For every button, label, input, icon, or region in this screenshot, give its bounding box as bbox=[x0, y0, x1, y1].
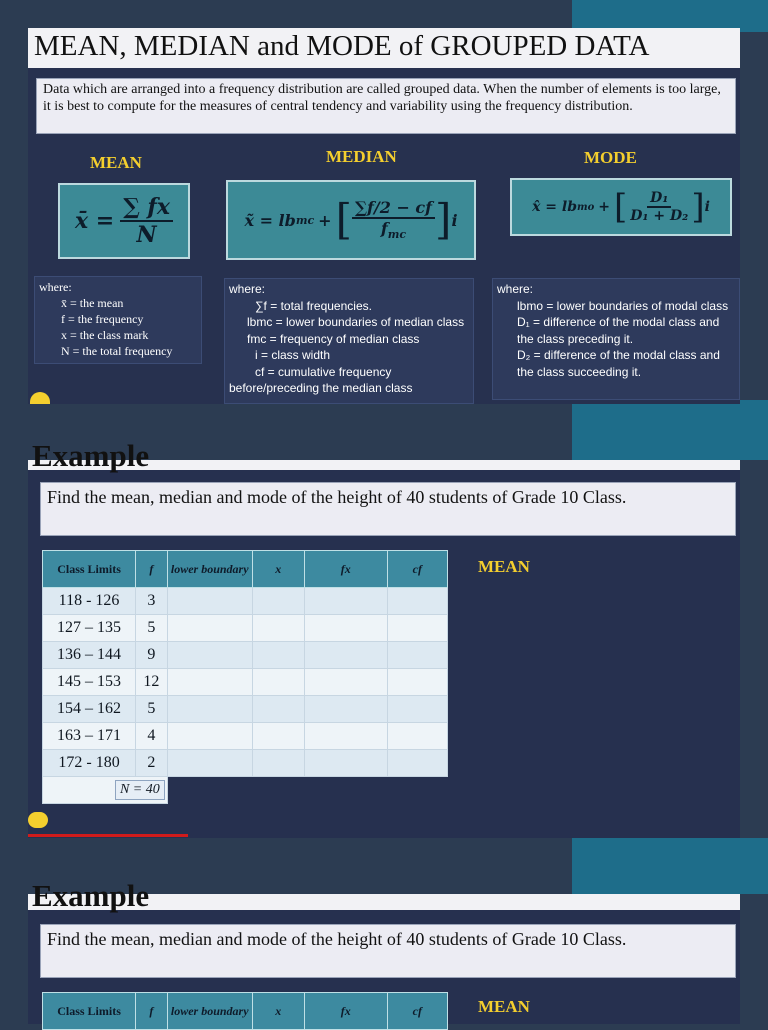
class-limit-cell: 145 – 153 bbox=[43, 669, 136, 696]
mode-formula-lhs: x̂ = lb bbox=[532, 199, 578, 215]
table-row bbox=[43, 750, 448, 777]
class-limit-cell: 172 - 180 bbox=[43, 750, 136, 777]
legend-line: ∑f = total frequencies. bbox=[255, 298, 372, 313]
class-limit-cell: 118 - 126 bbox=[43, 588, 136, 615]
frequency-cell: 12 bbox=[136, 669, 168, 696]
slide-2-title: Example bbox=[32, 438, 150, 473]
slide-3-title-bar bbox=[28, 878, 740, 913]
mode-fraction bbox=[627, 190, 691, 224]
col-header-lower-boundary: lower boundary bbox=[167, 993, 252, 1030]
total-frequency-cell bbox=[43, 777, 168, 804]
legend-line: lbmc = lower boundaries of median class bbox=[247, 315, 465, 329]
legend-line: where: bbox=[497, 282, 534, 296]
col-header-fx: fx bbox=[304, 551, 387, 588]
median-lhs-sub: mc bbox=[295, 213, 315, 227]
slide-2-problem-text: Find the mean, median and mode of the height of 40 students of Grade 10 Class. bbox=[40, 482, 736, 536]
mean-fraction bbox=[120, 194, 173, 248]
table-total-row bbox=[43, 777, 448, 804]
legend-line: where: bbox=[229, 282, 266, 296]
frequency-cell: 9 bbox=[136, 642, 168, 669]
legend-line: where: bbox=[39, 280, 72, 294]
slide-2-frequency-table bbox=[42, 550, 448, 804]
table-row bbox=[43, 669, 448, 696]
legend-line: x = the class mark bbox=[61, 328, 149, 342]
legend-line: N = the total frequency bbox=[61, 344, 173, 358]
median-formula-i: i bbox=[451, 210, 458, 230]
mode-formula: x̂ = lb mo + [ $\frac{\text{D₁}}{\text{D₁ + D₂}}$ ] i bbox=[510, 178, 732, 236]
col-header-x: x bbox=[252, 551, 304, 588]
table-header-row bbox=[43, 551, 448, 588]
legend-line: fmc = frequency of median class bbox=[247, 331, 420, 346]
legend-line: before/preceding the median class bbox=[229, 381, 413, 395]
col-header-cf: cf bbox=[387, 551, 447, 588]
table-row bbox=[43, 642, 448, 669]
mean-formula-lhs: x̄ = bbox=[74, 208, 115, 234]
mean-where-legend bbox=[34, 276, 202, 364]
median-heading: MEDIAN bbox=[326, 147, 397, 166]
legend-line: i = class width bbox=[255, 348, 331, 362]
mode-where-legend bbox=[492, 278, 740, 400]
mean-numerator: ∑ fx bbox=[120, 194, 173, 222]
frequency-cell: 3 bbox=[136, 588, 168, 615]
slide-2 bbox=[28, 438, 740, 838]
median-fraction bbox=[352, 198, 435, 241]
median-formula: x̃ = lb mc + [ $\frac{\sum f/2 - cf}{f_{mc}}$ ] i bbox=[226, 180, 476, 260]
slide-3-title: Example bbox=[32, 878, 150, 913]
frequency-cell: 5 bbox=[136, 615, 168, 642]
mean-denominator: N bbox=[136, 222, 157, 248]
slide-2-mean-label: MEAN bbox=[478, 557, 530, 576]
class-limit-cell: 136 – 144 bbox=[43, 642, 136, 669]
legend-line: lbmo = lower boundaries of modal class bbox=[517, 298, 729, 313]
legend-line: D₂ = difference of the modal class and the class succeeding it. bbox=[517, 348, 720, 379]
legend-line: cf = cumulative frequency bbox=[255, 364, 392, 379]
mode-numerator: D₁ bbox=[647, 190, 671, 208]
median-numerator: ∑f/2 − cf bbox=[352, 198, 435, 219]
class-limit-cell: 154 – 162 bbox=[43, 696, 136, 723]
mode-formula-i: i bbox=[704, 199, 710, 215]
col-header-f: f bbox=[136, 551, 168, 588]
total-frequency: N = 40 bbox=[115, 780, 165, 800]
page-title: MEAN, MEDIAN and MODE of GROUPED DATA bbox=[34, 30, 650, 62]
slide-3-problem-text: Find the mean, median and mode of the height of 40 students of Grade 10 Class. bbox=[40, 924, 736, 978]
table-header-row bbox=[43, 993, 448, 1030]
slide-2-bullet-icon bbox=[28, 812, 48, 828]
slide-2-footer-line bbox=[28, 834, 188, 837]
col-header-f: f bbox=[136, 993, 168, 1030]
legend-line: x̄ = the mean bbox=[61, 296, 124, 310]
table-row bbox=[43, 723, 448, 750]
legend-line: D₁ = difference of the modal class and the class preceding it. bbox=[517, 315, 720, 346]
frequency-cell: 4 bbox=[136, 723, 168, 750]
mode-lhs-sub: mo bbox=[577, 201, 595, 213]
col-header-cf: cf bbox=[387, 993, 447, 1030]
slide-3 bbox=[28, 878, 740, 1024]
col-header-x: x bbox=[252, 993, 304, 1030]
mean-heading: MEAN bbox=[90, 153, 142, 172]
col-header-class-limits: Class Limits bbox=[43, 993, 136, 1030]
slide-3-mean-label: MEAN bbox=[478, 997, 530, 1016]
col-header-fx: fx bbox=[304, 993, 387, 1030]
slide-1 bbox=[28, 28, 740, 404]
frequency-cell: 2 bbox=[136, 750, 168, 777]
median-formula-lhs: x̃ = lb bbox=[244, 210, 296, 230]
slide-3-frequency-table bbox=[42, 992, 448, 1030]
slide-2-title-bar bbox=[28, 438, 740, 473]
frequency-cell: 5 bbox=[136, 696, 168, 723]
intro-text: Data which are arranged into a frequency distribution are called grouped data. When the number of elements is too large, it is best to compute for the measures of central tendency and variability using the frequency distribution. bbox=[36, 78, 736, 134]
col-header-lower-boundary: lower boundary bbox=[167, 551, 252, 588]
table-row bbox=[43, 588, 448, 615]
legend-line: f = the frequency bbox=[61, 312, 144, 326]
col-header-class-limits: Class Limits bbox=[43, 551, 136, 588]
mode-heading: MODE bbox=[584, 148, 637, 167]
slide-1-bullet-icon bbox=[30, 392, 50, 404]
mean-formula bbox=[58, 183, 190, 259]
median-denominator: $f_{mc}$ bbox=[380, 219, 407, 242]
table-row bbox=[43, 615, 448, 642]
table-row bbox=[43, 696, 448, 723]
slide-1-title-bar bbox=[28, 28, 740, 68]
median-where-legend bbox=[224, 278, 474, 404]
class-limit-cell: 163 – 171 bbox=[43, 723, 136, 750]
class-limit-cell: 127 – 135 bbox=[43, 615, 136, 642]
mode-denominator: D₁ + D₂ bbox=[630, 208, 689, 224]
